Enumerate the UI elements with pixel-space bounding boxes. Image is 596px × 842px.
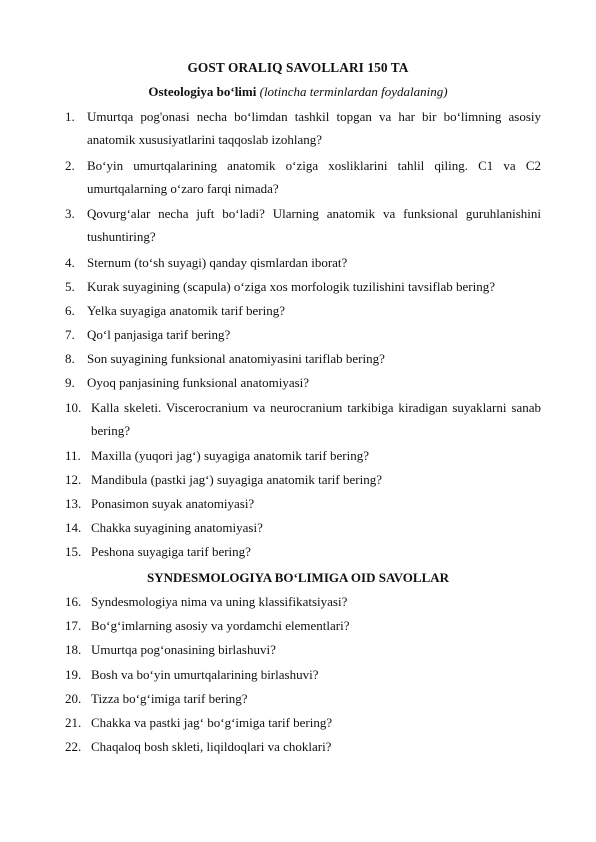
question-text: Bosh va bo‘yin umurtqalarining birlashuvi? bbox=[91, 667, 319, 682]
question-text: Qo‘l panjasiga tarif bering? bbox=[87, 327, 231, 342]
question-number: 10. bbox=[65, 400, 82, 415]
question-number: 19. bbox=[65, 667, 82, 682]
question-text: Peshona suyagiga tarif bering? bbox=[91, 544, 251, 559]
question-text: Bo‘yin umurtqalarining anatomik o‘ziga xosliklarini tahlil qiling. C1 va C2 umurtqalarning o‘zaro farqi nimada? bbox=[87, 158, 541, 196]
subtitle-bold-text: Osteologiya bo‘limi bbox=[148, 84, 257, 99]
question-text: Ponasimon suyak anatomiyasi? bbox=[91, 496, 255, 511]
question-item bbox=[65, 372, 541, 395]
subtitle-italic-note: (lotincha terminlardan foydalaning) bbox=[259, 84, 448, 99]
question-text: Sternum (to‘sh suyagi) qanday qismlardan iborat? bbox=[87, 255, 348, 270]
question-item bbox=[65, 591, 541, 614]
question-number: 21. bbox=[65, 715, 82, 730]
question-text: Umurtqa pog‘onasining birlashuvi? bbox=[91, 642, 276, 657]
question-number: 3. bbox=[65, 206, 75, 221]
question-item bbox=[65, 469, 541, 492]
question-item bbox=[65, 639, 541, 662]
question-text: Chakka va pastki jag‘ bo‘g‘imiga tarif bering? bbox=[91, 715, 333, 730]
question-item bbox=[65, 493, 541, 516]
question-item bbox=[65, 736, 541, 759]
question-item bbox=[65, 276, 541, 299]
question-text: Kurak suyagining (scapula) o‘ziga xos morfologik tuzilishini tavsiflab bering? bbox=[87, 279, 495, 294]
question-number: 6. bbox=[65, 303, 75, 318]
question-item bbox=[65, 252, 541, 275]
question-item bbox=[65, 664, 541, 687]
question-number: 2. bbox=[65, 158, 75, 173]
question-item bbox=[65, 348, 541, 371]
question-text: Tizza bo‘g‘imiga tarif bering? bbox=[91, 691, 248, 706]
question-text: Son suyagining funksional anatomiyasini tariflab bering? bbox=[87, 351, 385, 366]
question-number: 16. bbox=[65, 594, 82, 609]
question-number: 9. bbox=[65, 375, 75, 390]
question-text: Qovurg‘alar necha juft bo‘ladi? Ularning anatomik va funksional guruhlanishini tushuntiring? bbox=[87, 206, 541, 244]
question-text: Umurtqa pog'onasi necha bo‘limdan tashkil topgan va har bir bo‘limning asosiy anatomik xususiyatlarini taqqoslab izohlang? bbox=[87, 109, 541, 147]
question-number: 22. bbox=[65, 739, 82, 754]
question-text: Kalla skeleti. Viscerocranium va neurocranium tarkibiga kiradigan suyaklarni sanab bering? bbox=[91, 400, 541, 438]
question-item bbox=[65, 541, 541, 564]
question-text: Chaqaloq bosh skleti, liqildoqlari va choklari? bbox=[91, 739, 332, 754]
question-number: 11. bbox=[65, 448, 81, 463]
question-item bbox=[65, 300, 541, 323]
question-number: 8. bbox=[65, 351, 75, 366]
question-number: 20. bbox=[65, 691, 82, 706]
question-item bbox=[65, 324, 541, 347]
question-item bbox=[65, 712, 541, 735]
question-number: 5. bbox=[65, 279, 75, 294]
question-item bbox=[65, 615, 541, 638]
question-number: 14. bbox=[65, 520, 82, 535]
question-number: 1. bbox=[65, 109, 75, 124]
question-item bbox=[65, 106, 541, 151]
document-title: GOST ORALIQ SAVOLLARI 150 TA bbox=[187, 60, 409, 75]
question-item bbox=[65, 517, 541, 540]
question-item bbox=[65, 397, 541, 442]
question-text: Bo‘g‘imlarning asosiy va yordamchi elementlari? bbox=[91, 618, 350, 633]
question-number: 15. bbox=[65, 544, 82, 559]
question-number: 12. bbox=[65, 472, 82, 487]
question-item bbox=[65, 688, 541, 711]
question-text: Oyoq panjasining funksional anatomiyasi? bbox=[87, 375, 310, 390]
question-text: Mandibula (pastki jag‘) suyagiga anatomik tarif bering? bbox=[91, 472, 382, 487]
question-number: 17. bbox=[65, 618, 82, 633]
question-item bbox=[65, 203, 541, 248]
section-subtitle bbox=[0, 84, 596, 100]
question-number: 13. bbox=[65, 496, 82, 511]
question-number: 7. bbox=[65, 327, 75, 342]
question-number: 18. bbox=[65, 642, 82, 657]
question-item bbox=[65, 445, 541, 468]
section-heading: SYNDESMOLOGIYA BO‘LIMIGA OID SAVOLLAR bbox=[146, 570, 450, 585]
question-text: Chakka suyagining anatomiyasi? bbox=[91, 520, 263, 535]
question-text: Syndesmologiya nima va uning klassifikatsiyasi? bbox=[91, 594, 348, 609]
question-item bbox=[65, 155, 541, 200]
question-number: 4. bbox=[65, 255, 75, 270]
question-text: Maxilla (yuqori jag‘) suyagiga anatomik tarif bering? bbox=[91, 448, 369, 463]
question-text: Yelka suyagiga anatomik tarif bering? bbox=[87, 303, 285, 318]
